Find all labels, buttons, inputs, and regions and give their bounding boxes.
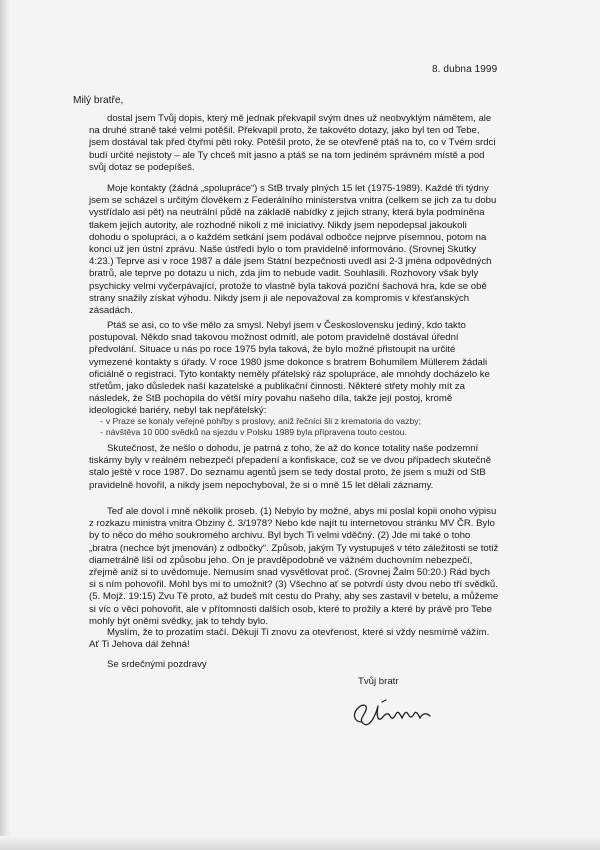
paragraph-6: Myslím, že to prozatím stačí. Děkuji Ti znovu za otevřenost, které si vždy nesmírně vážím. Ať Ti Jehova dál žehná! <box>89 627 490 651</box>
letter-date: 8. dubna 1999 <box>432 64 498 75</box>
list-item: - v Praze se konaly veřejné pohřby s proslovy, aniž řečníci šli z krematoria do vazby; <box>100 416 421 426</box>
paragraph-5: Teď ale dovol i mně několik proseb. (1) Nebylo by možné, abys mi poslal kopii onoho výpisu z rozkazu ministra vnitra Obziny č. 3/1978? Nebo kde najít tu internetovou stránku MV ČR. Bylo by to něco do mého soukromého archivu. Byl bych Ti velmi vděčný. (2) Jde mi také o toho „bratra (nechce být jmenován) z odbočky“. Způsob, jakým Ty vystupuješ v této záležitosti se totiž diametrálně liší od způsobu jeho. On je pravděpodobně ve vážném duchovním nebezpečí, zřejmě aniž si to uvědomuje. Nemusím snad vysvětlovat proč. (Srovnej Žalm 50:20.) Rád bych si s ním pohovořil. Mohl bys mi to umožnit? (3) Všechno ať se potvrdí ústy dvou nebo tří svědků. (5. Mojž. 19:15) Zvu Tě proto, až budeš mít cestu do Prahy, aby ses zastavil v betelu, a můžeme si víc o věci pohovořit, ale v přítomnosti dalších osob, které to prožily a které by právě pro Tebe mohly být oněmi svědky, jak to tehdy bylo. <box>89 506 499 627</box>
letter-signoff: Tvůj bratr <box>358 676 399 687</box>
scan-edge-shadow <box>0 0 10 850</box>
letter-closing: Se srdečnými pozdravy <box>107 659 207 670</box>
paragraph-4: Skutečnost, že nešlo o dohodu, je patrná z toho, že až do konce totality naše podzemní tiskárny byly v reálném nebezpečí přepadení a konfiskace, což se ve dvou případech skutečně stalo ještě v roce 1987. Do seznamu agentů jsem se tedy dostal proto, že jsem s muži od StB pravidelně hovořil, a nikdy jsem nepochyboval, že si o mně 15 let dělali záznamy. <box>89 443 492 491</box>
paragraph-3: Ptáš se asi, co to vše mělo za smysl. Nebyl jsem v Československu jediný, kdo takto postupoval. Někdo snad takovou možnost odmítl, ale potom pravidelně dostával úřední předvolání. Situace u nás po roce 1975 byla taková, že bylo možné přistoupit na určité vymezené kontakty s úřady. V roce 1980 jsme dokonce s bratrem Bohumilem Müllerem žádali oficiálně o registraci. Tyto kontakty neměly přátelský ráz spolupráce, ale mnohdy docházelo ke střetům, jako důsledek naší kazatelské a publikační činnosti. Některé střety mohly mít za následek, že StB pochopila do větší míry povahu našeho díla, takže její postoj, kromě ideologické bariéry, nebyl tak nepřátelský: <box>89 320 490 417</box>
paragraph-2: Moje kontakty (žádná „spolupráce“) s StB trvaly plných 15 let (1975-1989). Každé tři týdny jsem se scházel s určitým člověkem z Federálního ministerstva vnitra (celkem se jich za tu dobu vystřídalo asi pět) na neutrální půdě na základě nabídky z jejich strany, která byla podmíněna tlakem jejich autority, ale rozhodně nikoli z mé iniciativy. Nikdy jsem nepodepsal jakoukoli dohodu o spolupráci, a o každém setkání jsem podával odbočce nejprve písemnou, potom na konci už jen ústní zprávu. Naše ústředí bylo o tom pravidelně informováno. (Srovnej Skutky 4:23.) Teprve asi v roce 1987 a dále jsem Státní bezpečnosti uvedl asi 2-3 jména odpovědných bratrů, ale teprve po dotazu u nich, zda jim to nebude vadit. Souhlasili. Rozhovory však byly psychicky velmi vyčerpávající, protože to vlastně byla taková poziční šachová hra, kde se obě strany snažily získat výhodu. Nikdy jsem ji ale nepovažoval za kompromis v křesťanských zásadách. <box>89 183 497 317</box>
handwritten-signature <box>348 692 438 732</box>
list-item-text: v Praze se konaly veřejné pohřby s proslovy, aniž řečníci šli z krematoria do vazby; <box>105 416 421 426</box>
list-item-text: návštěva 10 000 svědků na sjezdu v Polsku 1989 byla připravena touto cestou. <box>105 426 407 437</box>
list-item: - návštěva 10 000 svědků na sjezdu v Polsku 1989 byla připravena touto cestou. <box>100 426 407 437</box>
scan-bottom-shadow <box>0 836 600 850</box>
paragraph-1: dostal jsem Tvůj dopis, který mě jednak překvapil svým dnes už neobvyklým námětem, ale na druhé straně také velmi potěšil. Překvapil proto, že takovéto dotazy, jako byl ten od Tebe, jsem dostával tak před čtyřmi pěti roky. Potěšil proto, že se otevřeně ptáš na to, co v Tvém srdci budí určité nejistoty – ale Ty chceš mít jasno a ptáš se na tom jediném správném místě a pod svůj dotaz se podepíšeš. <box>89 113 496 173</box>
letter-greeting: Milý bratře, <box>73 95 124 106</box>
example-list <box>100 416 490 437</box>
